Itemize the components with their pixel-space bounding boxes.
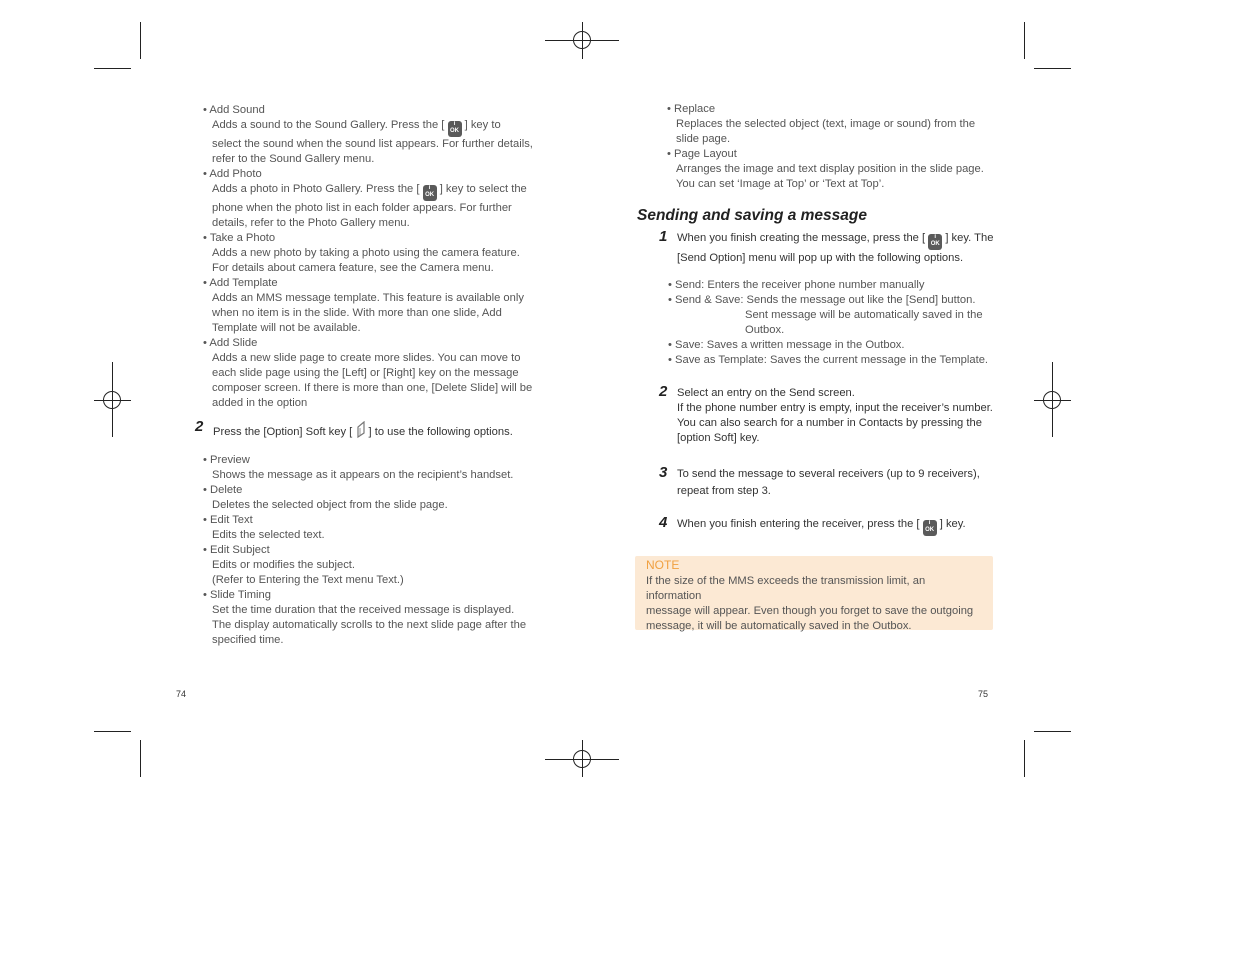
option-description: details, refer to the Photo Gallery menu. <box>212 217 410 229</box>
option-description: Adds a new slide page to create more slides. You can move to <box>212 352 521 364</box>
right-options-list <box>667 102 997 192</box>
crop-mark <box>140 740 141 777</box>
option-title: • Edit Subject <box>203 544 270 556</box>
option-title: • Edit Text <box>203 514 253 526</box>
step-text <box>677 466 997 500</box>
option-description: select the sound when the sound list appears. For further details, <box>212 138 533 150</box>
send-options-list <box>668 278 998 368</box>
option-description: specified time. <box>212 634 284 646</box>
option-description: composer screen. If there is more than one, [Delete Slide] will be <box>212 382 533 394</box>
step-number: 4 <box>659 514 668 531</box>
note-line: If the size of the MMS exceeds the transmission limit, an information <box>646 575 926 602</box>
option-description: Template will not be available. <box>212 322 361 334</box>
crop-mark <box>94 731 131 732</box>
option-description: You can set ‘Image at Top’ or ‘Text at Top’. <box>676 178 885 190</box>
option-description: Edits or modifies the subject. <box>212 559 356 571</box>
option-description: Deletes the selected object from the slide page. <box>212 499 448 511</box>
option-description: Edits the selected text. <box>212 529 325 541</box>
step-line: If the phone number entry is empty, input the receiver’s number. <box>677 402 993 414</box>
send-option-continuation: Sent message will be automatically saved in the <box>745 309 983 321</box>
option-description: For details about camera feature, see the Camera menu. <box>212 262 494 274</box>
option-description: slide page. <box>676 133 731 145</box>
option-description: Replaces the selected object (text, image or sound) from the <box>676 118 976 130</box>
option-title: • Slide Timing <box>203 589 271 601</box>
ok-key-icon: i OK <box>923 520 937 536</box>
option-title: • Page Layout <box>667 148 737 160</box>
option-description: when no item is in the slide. With more than one slide, Add <box>212 307 502 319</box>
left-options-list-1 <box>203 103 533 411</box>
note-box <box>635 556 993 630</box>
step-text: When you finish entering the receiver, press the [ i OK ] key. <box>677 516 997 536</box>
note-title: NOTE <box>646 558 680 572</box>
step-line: To send the message to several receivers (up to 9 receivers), <box>677 468 980 480</box>
step-number: 2 <box>659 383 668 400</box>
section-heading: Sending and saving a message <box>637 207 867 224</box>
step-number: 1 <box>659 228 668 245</box>
option-title: • Add Sound <box>203 104 265 116</box>
ok-key-icon: i OK <box>448 121 462 137</box>
send-option: • Send: Enters the receiver phone number manually <box>668 279 925 291</box>
option-title: • Take a Photo <box>203 232 276 244</box>
note-line: message, it will be automatically saved in the Outbox. <box>646 620 912 632</box>
crop-mark <box>1024 22 1025 59</box>
send-option: • Save: Saves a written message in the Outbox. <box>668 339 905 351</box>
option-description: Adds a sound to the Sound Gallery. Press the [ i OK ] key to <box>212 118 533 137</box>
step-number: 3 <box>659 464 668 481</box>
option-title: • Delete <box>203 484 243 496</box>
ok-key-icon: i OK <box>928 234 942 250</box>
note-line: message will appear. Even though you forget to save the outgoing <box>646 605 974 617</box>
option-soft-key-icon <box>355 421 365 437</box>
option-title: • Add Template <box>203 277 278 289</box>
option-title: • Preview <box>203 454 250 466</box>
step-line: [option Soft] key. <box>677 432 760 444</box>
send-option-continuation: Outbox. <box>745 324 785 336</box>
ok-key-icon: i OK <box>423 185 437 201</box>
option-description: Adds a new photo by taking a photo using the camera feature. <box>212 247 520 259</box>
step-text: When you finish creating the message, press the [ i OK ] key. The [Send Option] menu will pop up with the following options. <box>677 232 994 264</box>
option-title: • Add Slide <box>203 337 258 349</box>
step-line: Select an entry on the Send screen. <box>677 387 855 399</box>
option-title: • Add Photo <box>203 168 262 180</box>
step-text: Press the [Option] Soft key [ ] to use the following options. <box>213 421 513 441</box>
option-description: Adds an MMS message template. This feature is available only <box>212 292 524 304</box>
crop-mark <box>1034 731 1071 732</box>
page-number-left: 74 <box>176 689 187 699</box>
page-number-right: 75 <box>978 689 989 699</box>
option-description: phone when the photo list in each folder appears. For further <box>212 202 512 214</box>
step-text <box>677 386 997 446</box>
option-description: The display automatically scrolls to the next slide page after the <box>212 619 527 631</box>
option-description: each slide page using the [Left] or [Right] key on the message <box>212 367 519 379</box>
option-description: Shows the message as it appears on the recipient’s handset. <box>212 469 514 481</box>
option-description: refer to the Sound Gallery menu. <box>212 153 375 165</box>
option-description: Adds a photo in Photo Gallery. Press the [ i OK ] key to select the <box>212 182 533 201</box>
crop-mark <box>94 68 131 69</box>
send-option: • Save as Template: Saves the current message in the Template. <box>668 354 989 366</box>
option-title: • Replace <box>667 103 716 115</box>
option-description: Set the time duration that the received message is displayed. <box>212 604 515 616</box>
option-description: added in the option <box>212 397 308 409</box>
crop-mark <box>140 22 141 59</box>
send-option: • Send & Save: Sends the message out like the [Send] button. <box>668 294 976 306</box>
option-description: Arranges the image and text display position in the slide page. <box>676 163 984 175</box>
step-line: repeat from step 3. <box>677 485 771 497</box>
crop-mark <box>1024 740 1025 777</box>
step-line: You can also search for a number in Contacts by pressing the <box>677 417 982 429</box>
step-number: 2 <box>195 418 204 435</box>
crop-mark <box>1034 68 1071 69</box>
option-description: (Refer to Entering the Text menu Text.) <box>212 574 404 586</box>
left-options-list-2 <box>203 453 533 648</box>
